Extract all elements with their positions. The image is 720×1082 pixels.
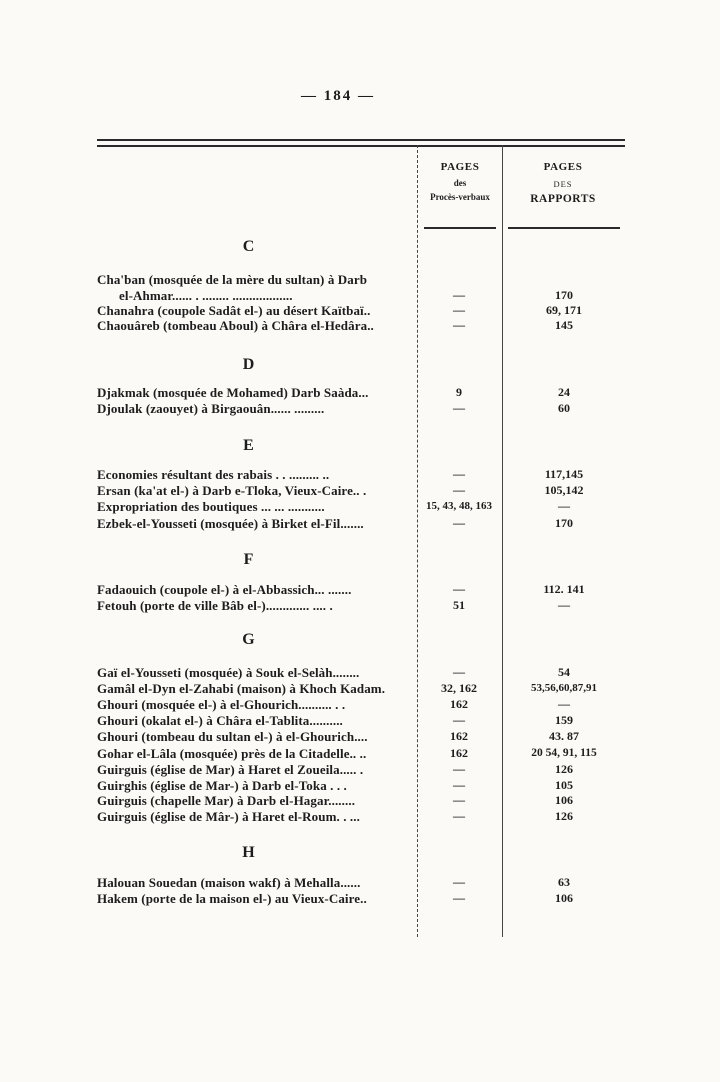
pages-rapports-value: 159 (555, 713, 573, 727)
pages-pv-value: 32, 162 (441, 681, 477, 695)
table-row (97, 762, 625, 778)
pages-pv-value: — (453, 891, 465, 905)
header-proces-verbaux: Procès-verbaux (430, 192, 490, 202)
pages-rapports-value: 43. 87 (549, 729, 579, 743)
pages-pv-value: — (453, 516, 465, 530)
pages-rapports-value: 60 (558, 401, 570, 415)
pages-pv-value: 9 (456, 385, 462, 399)
pages-rapports-value: 54 (558, 665, 570, 679)
header-pages-pv: PAGES (440, 161, 480, 173)
entry-text: Djoulak (zaouyet) à Birgaouân...... ......... (97, 401, 325, 416)
pages-rapports-value: 53,56,60,87,91 (531, 682, 597, 694)
pages-pv-value: — (453, 875, 465, 889)
table-row (97, 746, 625, 762)
table-row (97, 318, 625, 334)
entry-text: Hakem (porte de la maison el-) au Vieux-Caire.. (97, 891, 367, 906)
table-row (97, 385, 625, 401)
section-heading-f: F (243, 551, 255, 568)
table-row (97, 665, 625, 681)
pages-pv-value: — (453, 809, 465, 823)
entry-continuation: el-Ahmar...... . ........ .................. (119, 288, 293, 303)
section-heading-e: E (243, 437, 255, 454)
table-row (97, 303, 625, 319)
entry-text: Ghouri (mosquée el-) à el-Ghourich.......... . . (97, 697, 346, 712)
entry-text: Fetouh (porte de ville Bâb el-)............. .... . (97, 598, 333, 613)
pages-pv-value: — (453, 467, 465, 481)
entry-text: Gohar el-Lâla (mosquée) près de la Citadelle.. .. (97, 746, 367, 761)
pages-pv-value: — (453, 401, 465, 415)
pages-rapports-value: 117,145 (544, 467, 584, 481)
pages-rapports-value: 105 (555, 778, 573, 792)
pages-pv-value: — (453, 713, 465, 727)
entry-text: Chanahra (coupole Sadât el-) au désert Kaïtbaï.. (97, 303, 371, 318)
pages-rapports-value: 170 (555, 288, 573, 302)
pages-rapports-value: — (558, 598, 570, 612)
entry-text: Guirguis (église de Mâr-) à Haret el-Roum. . ... (97, 809, 360, 824)
pages-pv-value: — (453, 762, 465, 776)
pages-rapports-value: 126 (555, 762, 573, 776)
pages-pv-value: — (453, 318, 465, 332)
header-underline-pv (424, 227, 496, 229)
section-heading-c: C (242, 238, 256, 255)
table-row (97, 401, 625, 417)
table-row (97, 729, 625, 745)
pages-rapports-value: 170 (555, 516, 573, 530)
column-header-rapports (503, 161, 623, 207)
pages-rapports-value: 63 (558, 875, 570, 889)
header-des-pv: des (453, 177, 467, 188)
entry-text: Guirguis (chapelle Mar) à Darb el-Hagar........ (97, 793, 356, 808)
pages-rapports-value: 145 (555, 318, 573, 332)
table-row (97, 582, 625, 598)
table-row (97, 875, 625, 891)
table-row (97, 697, 625, 713)
entry-text: Guirghis (église de Mar-) à Darb el-Toka . . . (97, 778, 347, 793)
header-rapports: RAPPORTS (530, 193, 596, 206)
table-row (97, 288, 625, 304)
section-heading-h: H (242, 844, 256, 861)
pages-pv-value: — (453, 665, 465, 679)
pages-pv-value: 162 (450, 697, 468, 711)
pages-pv-value: — (453, 303, 465, 317)
section-heading-g: G (242, 631, 256, 648)
table-row (97, 681, 625, 697)
pages-rapports-value: 69, 171 (546, 303, 582, 317)
pages-pv-value: 51 (453, 598, 465, 612)
pages-rapports-value: 126 (555, 809, 573, 823)
table-row (97, 272, 625, 288)
column-header-proces-verbaux (418, 161, 502, 203)
header-des-rapports: DES (553, 178, 573, 189)
table-row (97, 891, 625, 907)
pages-rapports-value: 20 54, 91, 115 (531, 747, 597, 759)
table-row (97, 499, 625, 515)
entry-text: Gamâl el-Dyn el-Zahabi (maison) à Khoch Kadam. (97, 681, 386, 696)
entry-text: Ersan (ka'at el-) à Darb e-Tloka, Vieux-Caire.. . (97, 483, 367, 498)
pages-pv-value: — (453, 778, 465, 792)
pages-pv-value: — (453, 483, 465, 497)
pages-rapports-value: — (558, 697, 570, 711)
table-row (97, 483, 625, 499)
entry-text: Fadaouich (coupole el-) à el-Abbassich... ....... (97, 582, 352, 597)
pages-pv-value: 15, 43, 48, 163 (426, 500, 492, 512)
pages-pv-value: — (453, 288, 465, 302)
table-row (97, 809, 625, 825)
pages-rapports-value: 105,142 (544, 483, 584, 497)
pages-pv-value: — (453, 793, 465, 807)
entry-text: Chaouâreb (tombeau Aboul) à Châra el-Hedâra.. (97, 318, 374, 333)
entry-text: Ghouri (tombeau du sultan el-) à el-Ghourich.... (97, 729, 368, 744)
entry-text: Ezbek-el-Yousseti (mosquée) à Birket el-Fil....... (97, 516, 364, 531)
entry-text: Gaï el-Yousseti (mosquée) à Souk el-Selàh........ (97, 665, 360, 680)
pages-pv-value: 162 (450, 746, 468, 760)
entry-text: Economies résultant des rabais . . ......... .. (97, 467, 330, 482)
entry-text: Halouan Souedan (maison wakf) à Mehalla...... (97, 875, 361, 890)
table-row (97, 713, 625, 729)
pages-pv-value: — (453, 582, 465, 596)
header-pages-rapports: PAGES (543, 161, 583, 173)
pages-rapports-value: 24 (558, 385, 570, 399)
entry-text: Cha'ban (mosquée de la mère du sultan) à Darb (97, 272, 368, 287)
pages-rapports-value: 112. 141 (543, 582, 585, 596)
entry-text: Guirguis (église de Mar) à Haret el Zoueila..... . (97, 762, 364, 777)
entry-text: Expropriation des boutiques ... ... ........... (97, 499, 325, 514)
table-row (97, 467, 625, 483)
table-row (97, 516, 625, 532)
section-heading-d: D (242, 356, 256, 373)
pages-rapports-value: 106 (555, 891, 573, 905)
pages-rapports-value: 106 (555, 793, 573, 807)
table-row (97, 793, 625, 809)
table-row (97, 598, 625, 614)
table-top-rule (97, 139, 625, 147)
entry-text: Djakmak (mosquée de Mohamed) Darb Saàda... (97, 385, 369, 400)
header-underline-rapports (508, 227, 620, 229)
pages-rapports-value: — (558, 499, 570, 513)
table-row (97, 778, 625, 794)
pages-pv-value: 162 (450, 729, 468, 743)
entry-text: Ghouri (okalat el-) à Châra el-Tablita.......... (97, 713, 343, 728)
page-number: — 184 — (301, 88, 375, 104)
